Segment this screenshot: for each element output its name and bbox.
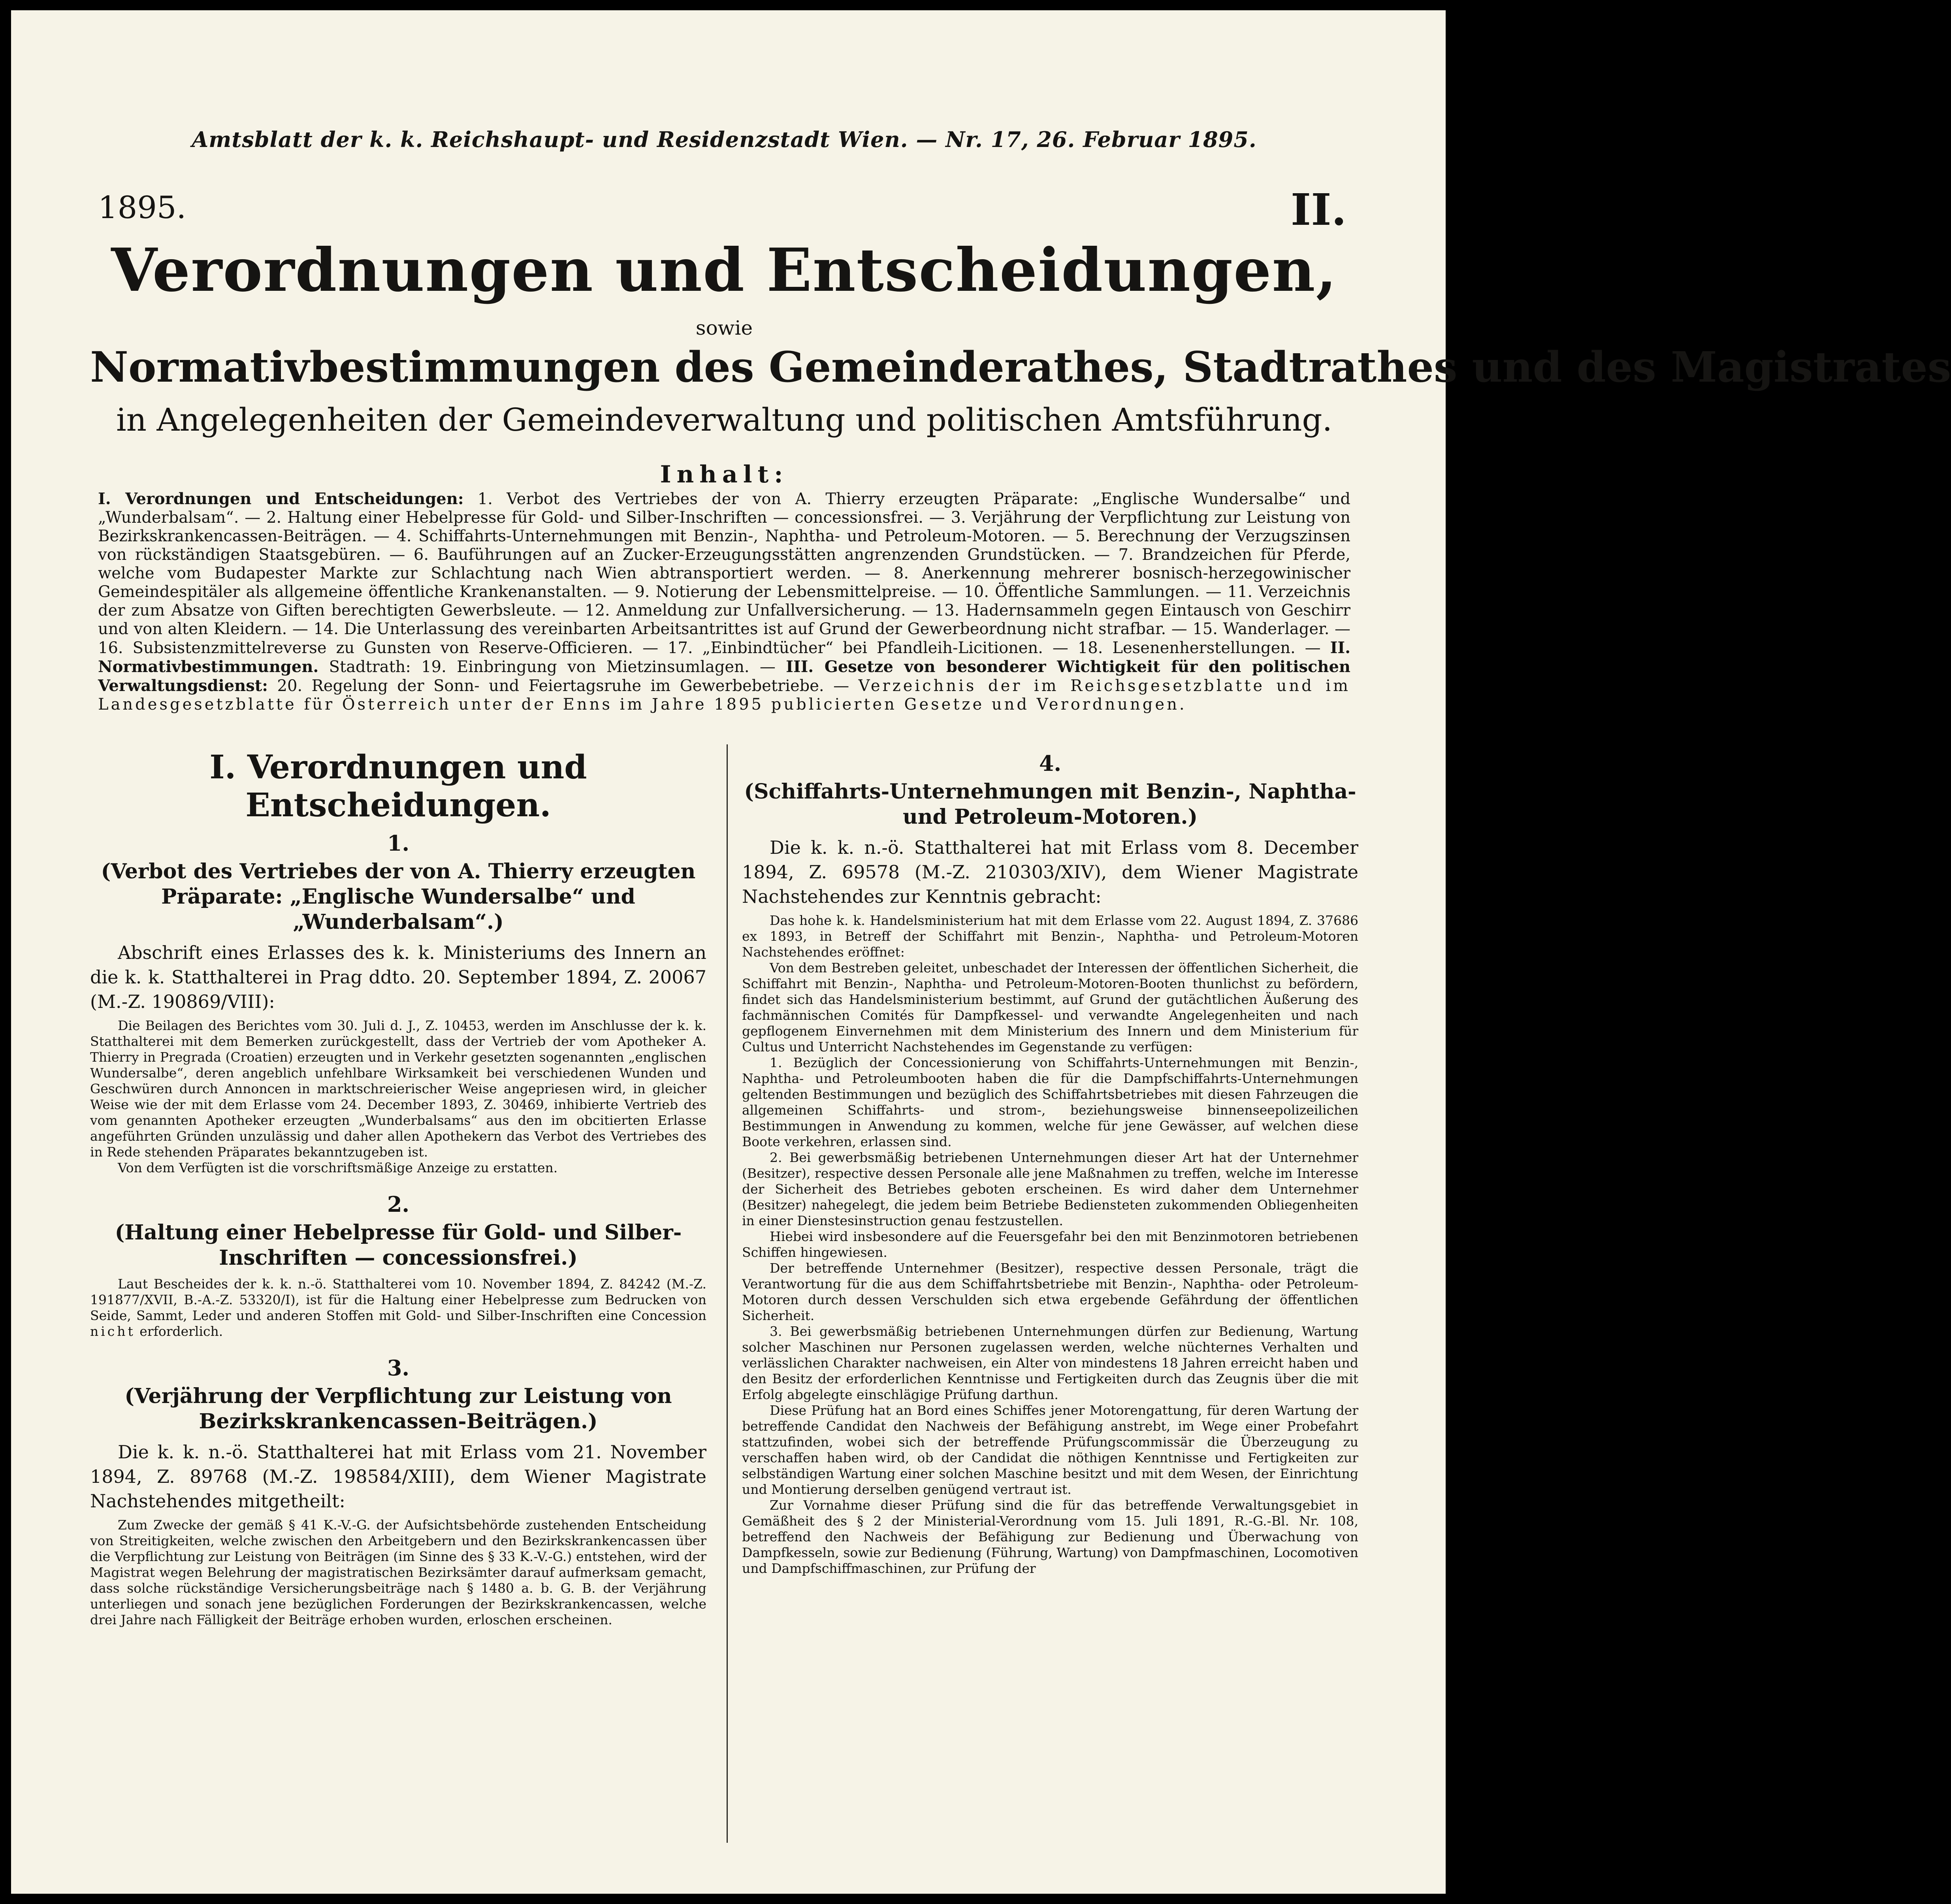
item-lead: Abschrift eines Erlasses des k. k. Ministeriums des Innern an die k. k. Statthalterei in Prag ddto. 20. September 1894, Z. 20067 (M.-Z. 190869/VIII): [90, 942, 706, 1012]
item-body: Diese Prüfung hat an Bord eines Schiffes jener Motorengattung, für deren Wartung der betreffende Candidat den Nachweis der Befähigung anstrebt, im Wege einer Probefahrt stattzufinden, wobei sich der betreffende Prüfungscommissär die Überzeugung zu verschaffen haben wird, ob der Candidat die nöthigen Kenntnisse und Fertigkeiten zur selbständigen Wartung einer solchen Maschine besitzt und mit dem Wesen, der Einrichtung und Montierung derselben genügend vertraut ist. [742, 1403, 1358, 1497]
contents-sec2-text: Stadtrath: 19. Einbringung von Mietzinsumlagen. — [318, 658, 786, 676]
main-title: Verordnungen und Entscheidungen, [111, 235, 1337, 305]
item-body: 2. Bei gewerbsmäßig betriebenen Unternehmungen dieser Art hat der Unternehmer (Besitzer), respective dessen Personale alle jene Maßnahmen zu treffen, welche im Interesse der Sicherheit des Betriebes geboten erscheinen. Es wird daher dem Unternehmer (Besitzer) nahegelegt, die jedem beim Betriebe Bediensteten zukommenden Obliegenheiten in einer Dienstesinstruction genau festzustellen. [742, 1150, 1358, 1228]
sub-title-line-2: in Angelegenheiten der Gemeindeverwaltung und politischen Amtsführung. [116, 401, 1333, 438]
item-body: Die Beilagen des Berichtes vom 30. Juli d. J., Z. 10453, werden im Anschlusse der k. k. Statthalterei mit dem Bemerken zurückgestellt, dass der Vertrieb der vom Apotheker A. Thierry in Pregrada (Croatien) erzeugten und in Verkehr gesetzten sogenannten „englischen Wundersalbe“, deren angeblich unfehlbare Wirksamkeit bei verschiedenen Wunden und Geschwüren durch Annoncen in marktschreierischer Weise angepriesen wird, in gleicher Weise wie der mit dem Erlasse vom 24. December 1893, Z. 30469, inhibierte Vertrieb des vom genannten Apotheker erzeugten „Wunderbalsams“ aus den im obcitierten Erlasse angeführten Gründen unzulässig und daher allen Apothekern das Verbot des Vertriebes des in Rede stehenden Präparates bekanntzugeben ist. [90, 1018, 706, 1160]
item-body [90, 1276, 706, 1339]
contents-sec1-label: I. Verordnungen und Entscheidungen: [98, 490, 464, 508]
right-column [742, 748, 1358, 1576]
part-number: II. [1290, 184, 1346, 235]
item-body-emphasis: nicht [90, 1324, 136, 1339]
contents-sec3-tail: Verzeichnis der im Reichsgesetzblatte und im Landesgesetzblatte für Österreich unter der Enns im Jahre 1895 publicierten Gesetze und Verordnungen. [98, 677, 1350, 714]
item-body: Das hohe k. k. Handelsministerium hat mit dem Erlasse vom 22. August 1894, Z. 37686 ex 1893, in Betreff der Schiffahrt mit Benzin-, Naphtha- und Petroleum-Motoren Nachstehendes eröffnet: [742, 913, 1358, 960]
year-label: 1895. [98, 190, 186, 226]
item-number: 4. [1039, 751, 1062, 776]
section-title: I. Verordnungen und Entscheidungen. [209, 748, 587, 824]
item-title: (Haltung einer Hebelpresse für Gold- und Silber-Inschriften — concessionsfrei.) [115, 1220, 682, 1270]
item-body: 1. Bezüglich der Concessionierung von Schiffahrts-Unternehmungen mit Benzin-, Naphtha- und Petroleumbooten haben die für die Dampfschiffahrts-Unternehmungen geltenden Bestimmungen und bezüglich des Schiffahrtsbetriebes mit diesen Fahrzeugen die allgemeinen Schiffahrts- und strom-, beziehungsweise binnenseepolizeilichen Bestimmungen in Anwendung zu kommen, welche für jene Gewässer, auf welchen diese Boote verkehren, erlassen sind. [742, 1055, 1358, 1149]
sub-title: Normativbestimmungen des Gemeinderathes, Stadtrathes und des Magistrates [90, 342, 1951, 392]
item-lead: Die k. k. n.-ö. Statthalterei hat mit Erlass vom 21. November 1894, Z. 89768 (M.-Z. 198584/XIII), dem Wiener Magistrate Nachstehendes mitgetheilt: [90, 1441, 706, 1512]
item-body: Von dem Bestreben geleitet, unbeschadet der Interessen der öffentlichen Sicherheit, die Schiffahrt mit Benzin-, Naphtha- und Petroleum-Motoren-Booten thunlichst zu befördern, findet sich das Handelsministerium bestimmt, auf Grund der gutächtlichen Äußerung des fachmännischen Comités für Dampfkessel- und verwandte Angelegenheiten und nach gepflogenem Einvernehmen mit dem Ministerium des Innern und dem Ministerium für Cultus und Unterricht Nachstehendes im Gegenstande zu verfügen: [742, 960, 1358, 1055]
item-body: Der betreffende Unternehmer (Besitzer), respective dessen Personale, trägt die Verantwortung für die aus dem Schiffahrtsbetriebe mit Benzin-, Naphtha- oder Petroleum-Motoren durch dessen Verschulden sich etwa ergebende Gefährdung der öffentlichen Sicherheit. [742, 1260, 1358, 1323]
item-lead: Die k. k. n.-ö. Statthalterei hat mit Erlass vom 8. December 1894, Z. 69578 (M.-Z. 210303/XIV), dem Wiener Magistrate Nachstehendes zur Kenntnis gebracht: [742, 837, 1358, 907]
contents-text [98, 490, 1350, 714]
column-divider [727, 744, 728, 1843]
item-body: Zum Zwecke der gemäß § 41 K.-V.-G. der Aufsichtsbehörde zustehenden Entscheidung von Streitigkeiten, welche zwischen den Arbeitgebern und den Bezirkskrankencassen über die Verpflichtung zur Leistung von Beiträgen (im Sinne des § 33 K.-V.-G.) entstehen, wird der Magistrat wegen Belehrung der magistratischen Bezirksämter darauf aufmerksam gemacht, dass solche rückständige Versicherungsbeiträge nach § 1480 a. b. G. B. der Verjährung unterliegen und sonach jene bezüglichen Forderungen der Bezirkskrankencassen, welche drei Jahre nach Fälligkeit der Beiträge erhoben wurden, erloschen erscheinen. [90, 1517, 706, 1627]
contents-sec3-label: III. Gesetze von besonderer Wichtigkeit für den politischen Verwaltungsdienst: [98, 657, 1350, 695]
contents-sec2-label: II. Normativbestimmungen. [98, 638, 1350, 676]
left-column [90, 748, 706, 1628]
running-head: Amtsblatt der k. k. Reichshaupt- und Residenzstadt Wien. — Nr. 17, 26. Februar 1895. [192, 127, 1257, 152]
item-number: 1. [387, 831, 410, 856]
item-title: (Verbot des Vertriebes der von A. Thierry erzeugten Präparate: „Englische Wundersalbe“ und „Wunderbalsam“.) [101, 859, 696, 934]
page [11, 10, 1951, 1894]
contents-sec3-text: 20. Regelung der Sonn- und Feiertagsruhe im Gewerbebetriebe. — [268, 677, 859, 695]
page-content [90, 10, 1951, 1894]
item-title: (Verjährung der Verpflichtung zur Leistung von Bezirkskrankencassen-Beiträgen.) [124, 1384, 672, 1433]
item-body-part: erforderlich. [135, 1324, 223, 1339]
title-connector: sowie [695, 316, 753, 339]
item-body: Hiebei wird insbesondere auf die Feuersgefahr bei den mit Benzinmotoren betriebenen Schiffen hingewiesen. [742, 1229, 1358, 1260]
contents-heading: Inhalt: [660, 461, 789, 488]
item-body: 3. Bei gewerbsmäßig betriebenen Unternehmungen dürfen zur Bedienung, Wartung solcher Maschinen nur Personen zugelassen werden, welche nüchternes Verhalten und verlässlichen Charakter nachweisen, ein Alter von mindestens 18 Jahren erreicht haben und den Besitz der erforderlichen Kenntnisse und Fertigkeiten durch das Zeugnis über die mit Erfolg abgelegte einschlägige Prüfung darthun. [742, 1324, 1358, 1402]
item-body-part: Laut Bescheides der k. k. n.-ö. Statthalterei vom 10. November 1894, Z. 84242 (M.-Z. 191877/XVII, B.-A.-Z. 53320/I), ist für die Haltung einer Hebelpresse zum Bedrucken von Seide, Sammt, Leder und anderen Stoffen mit Gold- und Silber-Inschriften eine Concession [90, 1276, 706, 1323]
item-body: Von dem Verfügten ist die vorschriftsmäßige Anzeige zu erstatten. [118, 1160, 558, 1175]
contents-sec1-text: 1. Verbot des Vertriebes der von A. Thierry erzeugten Präparate: „Englische Wundersalbe“ und „Wunderbalsam“. — 2. Haltung einer Hebelpresse für Gold- und Silber-Inschriften — concessionsfrei. — 3. Verjährung der Verpflichtung zur Leistung von Bezirkskrankencassen-Beiträgen. — 4. Schiffahrts-Unternehmungen mit Benzin-, Naphtha- und Petroleum-Motoren. — 5. Berechnung der Verzugszinsen von rückständigen Staatsgebüren. — 6. Bauführungen auf an Zucker-Erzeugungsstätten angrenzenden Grundstücken. — 7. Brandzeichen für Pferde, welche vom Budapester Markte zur Schlachtung nach Wien abtransportiert werden. — 8. Anerkennung mehrerer bosnisch-herzegowinischer Gemeindespitäler als allgemeine öffentliche Krankenanstalten. — 9. Notierung der Lebensmittelpreise. — 10. Öffentliche Sammlungen. — 11. Verzeichnis der zum Absatze von Giften berechtigten Gewerbsleute. — 12. Anmeldung zur Unfallversicherung. — 13. Hadernsammeln gegen Eintausch von Geschirr und von alten Kleidern. — 14. Die Unterlassung des vereinbarten Arbeitsantrittes ist auf Grund der Gewerbeordnung nicht strafbar. — 15. Wanderlager. — 16. Subsistenzmittelreverse zu Gunsten von Reserve-Officieren. — 17. „Einbindtücher“ bei Pfandleih-Licitionen. — 18. Lesenenherstellungen. — [98, 490, 1350, 657]
item-title: (Schiffahrts-Unternehmungen mit Benzin-, Naphtha- und Petroleum-Motoren.) [744, 780, 1356, 829]
item-body: Zur Vornahme dieser Prüfung sind die für das betreffende Verwaltungsgebiet in Gemäßheit des § 2 der Ministerial-Verordnung vom 15. Juli 1891, R.-G.-Bl. Nr. 108, betreffend den Nachweis der Befähigung zur Bedienung und Überwachung von Dampfkesseln, sowie zur Bedienung (Führung, Wartung) von Dampfmaschinen, Locomotiven und Dampfschiffmaschinen, zur Prüfung der [742, 1497, 1358, 1576]
item-number: 2. [387, 1192, 410, 1217]
item-number: 3. [387, 1355, 410, 1380]
